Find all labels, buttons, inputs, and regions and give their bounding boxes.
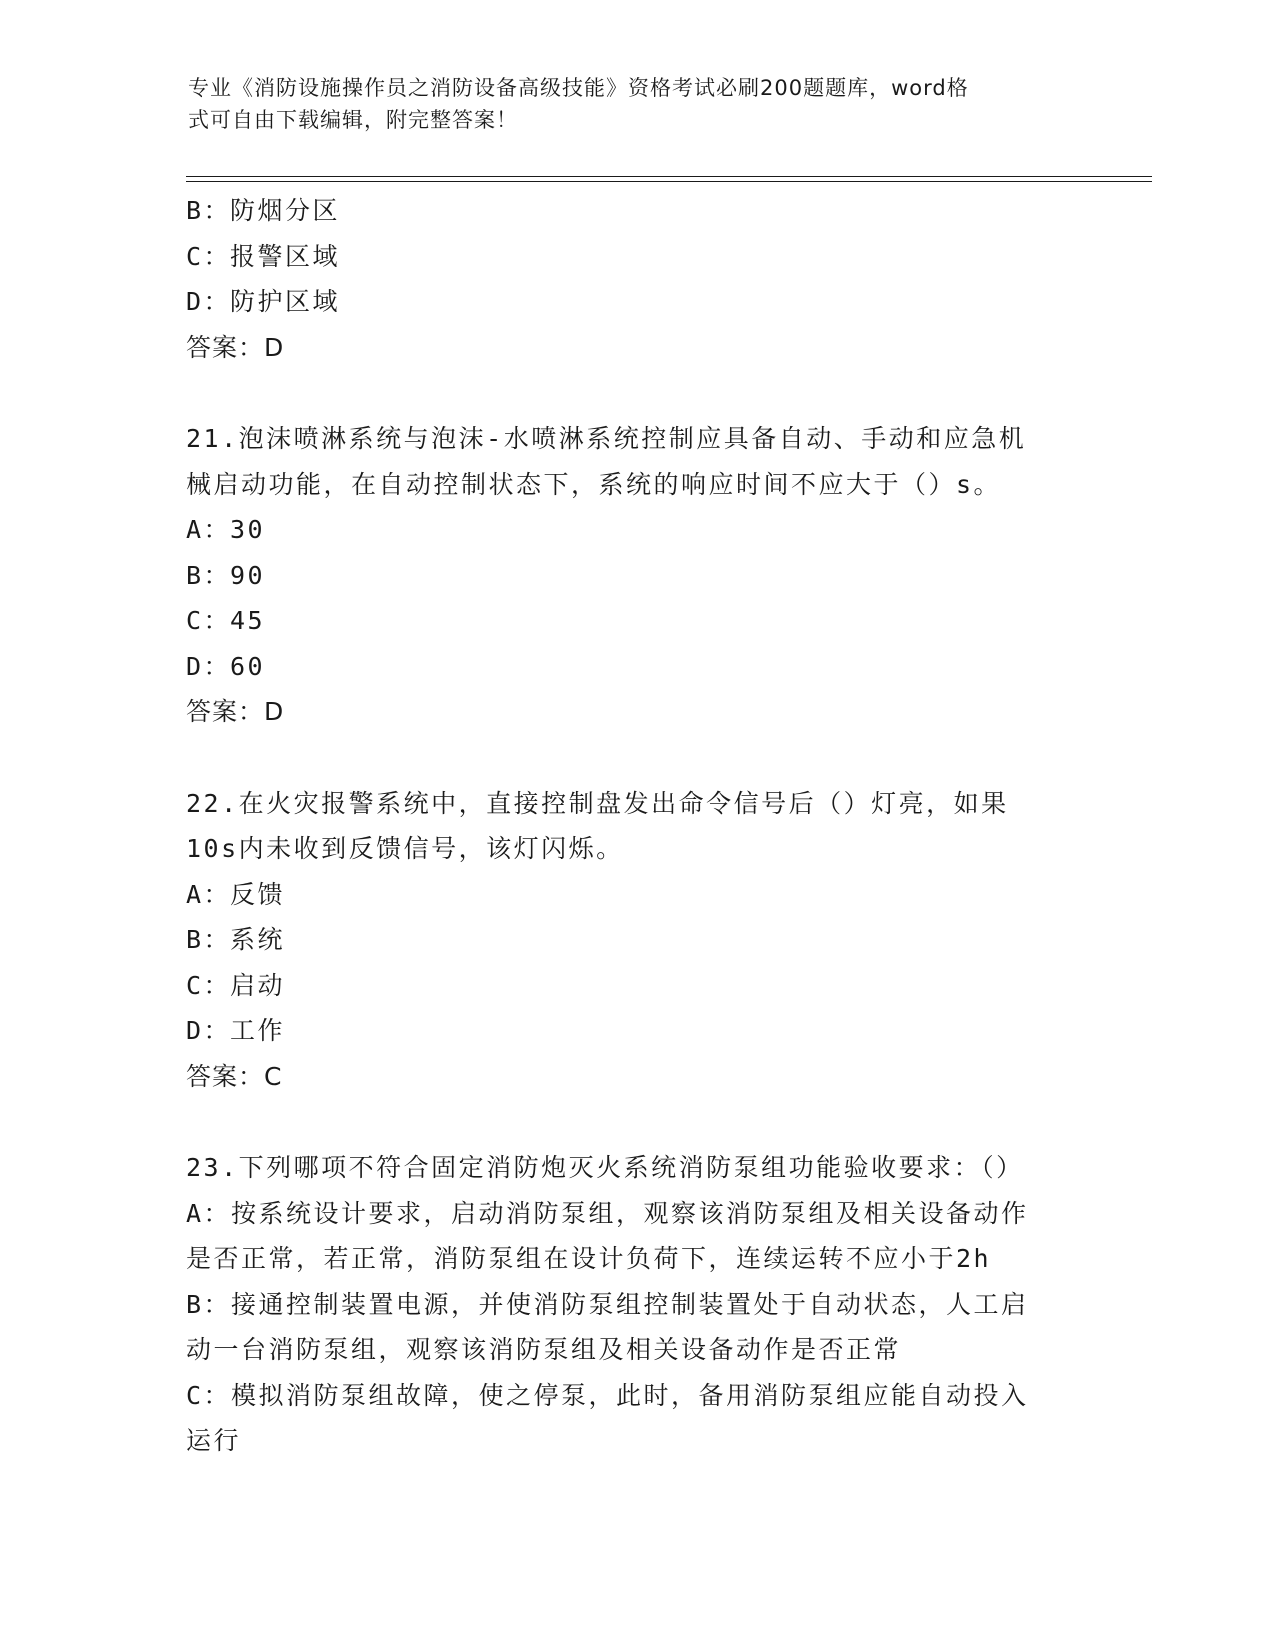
option-letter: B： (186, 925, 232, 954)
option-letter: B： (186, 196, 232, 225)
question-22 (186, 781, 1086, 1100)
option-letter: D： (186, 1016, 232, 1045)
option-text: 45 (230, 606, 266, 635)
option-text: 防烟分区 (230, 196, 341, 225)
question-text: 21.泡沫喷淋系统与泡沫-水喷淋系统控制应具备自动、手动和应急机 (186, 424, 1027, 453)
option-d (186, 279, 1086, 325)
question-text: B：接通控制装置电源，并使消防泵组控制装置处于自动状态，人工启 (186, 1289, 1029, 1319)
header-line-2: 式可自由下载编辑，附完整答案！ (188, 108, 518, 132)
option-c (186, 234, 1086, 280)
option-d (186, 1008, 1086, 1054)
option-text: 报警区域 (230, 241, 341, 271)
question-text: 22.在火灾报警系统中，直接控制盘发出命令信号后（）灯亮，如果 (186, 788, 1009, 818)
question-21 (186, 416, 1086, 735)
question-text: 10s内未收到反馈信号，该灯闪烁。 (186, 834, 624, 863)
option-letter: D： (186, 287, 232, 316)
document-header (188, 72, 1068, 136)
option-text: 90 (230, 560, 266, 590)
option-b (186, 188, 1086, 234)
spacer (186, 735, 1086, 781)
option-c (186, 598, 1086, 644)
prev-question (186, 188, 1086, 370)
header-line-1: 专业《消防设施操作员之消防设备高级技能》资格考试必刷200题题库，word格 (188, 76, 969, 100)
option-text: 工作 (230, 1016, 286, 1045)
option-letter: A： (186, 515, 232, 544)
header-rule-top (186, 176, 1152, 177)
spacer (186, 370, 1086, 416)
option-text: 反馈 (230, 879, 286, 909)
option-text: 启动 (230, 970, 286, 1000)
option-letter: D： (186, 651, 232, 681)
option-text: 30 (230, 515, 266, 544)
question-text: A：按系统设计要求，启动消防泵组，观察该消防泵组及相关设备动作 (186, 1198, 1029, 1228)
option-text: 防护区域 (230, 287, 341, 316)
answer: 答案：D (186, 332, 285, 362)
question-text: C：模拟消防泵组故障，使之停泵，此时，备用消防泵组应能自动投入 (186, 1380, 1029, 1410)
option-letter: C： (186, 606, 232, 635)
option-b (186, 553, 1086, 599)
option-letter: B： (186, 560, 232, 590)
question-23 (186, 1145, 1086, 1464)
spacer (186, 1099, 1086, 1145)
question-text: 动一台消防泵组，观察该消防泵组及相关设备动作是否正常 (186, 1335, 902, 1364)
document-body (186, 188, 1086, 1464)
option-d (186, 644, 1086, 690)
answer: 答案：C (186, 1061, 283, 1091)
answer: 答案：D (186, 697, 285, 726)
option-text: 系统 (230, 925, 286, 954)
option-letter: A： (186, 879, 232, 909)
option-letter: C： (186, 970, 232, 1000)
option-letter: C： (186, 241, 232, 271)
question-text: 23.下列哪项不符合固定消防炮灭火系统消防泵组功能验收要求：（） (186, 1153, 1024, 1182)
option-b (186, 917, 1086, 963)
question-text: 运行 (186, 1426, 242, 1455)
option-a (186, 507, 1086, 553)
option-c (186, 963, 1086, 1009)
option-text: 60 (230, 651, 266, 681)
header-rule-bottom (186, 181, 1152, 182)
question-text: 械启动功能，在自动控制状态下，系统的响应时间不应大于（）s。 (186, 469, 1002, 499)
option-a (186, 872, 1086, 918)
question-text: 是否正常，若正常，消防泵组在设计负荷下，连续运转不应小于2h (186, 1244, 992, 1273)
